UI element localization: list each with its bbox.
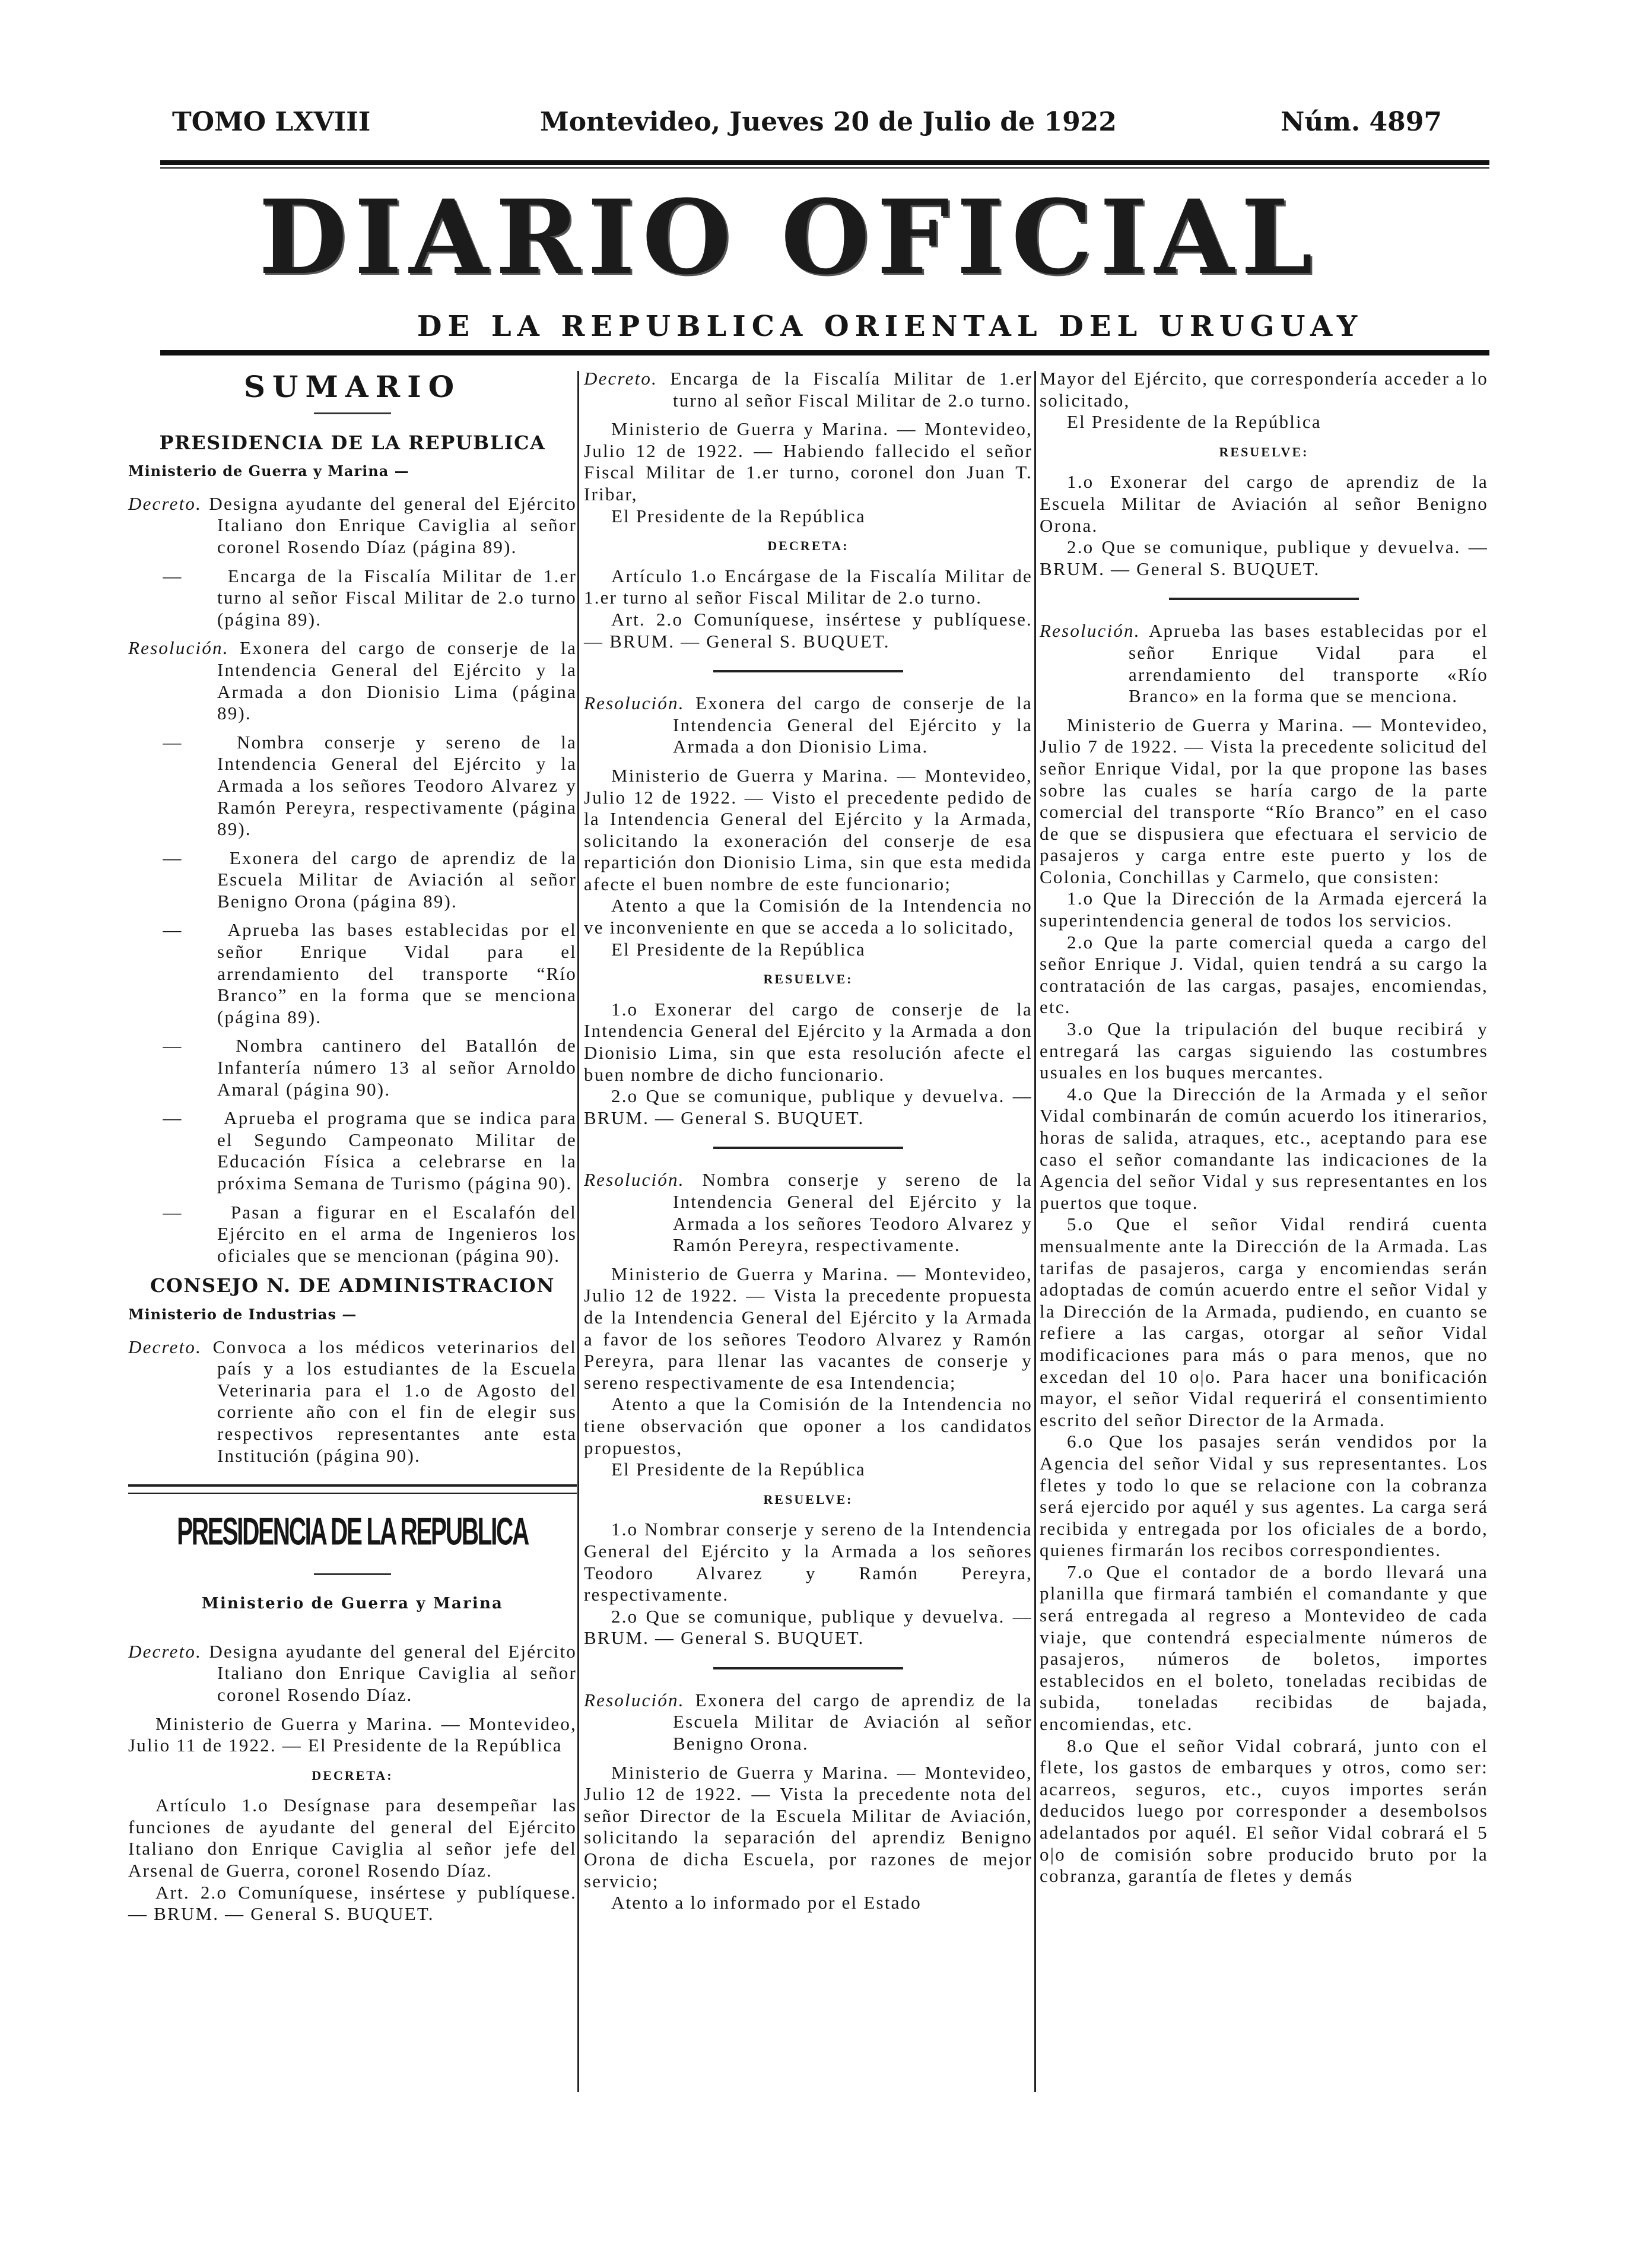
summary-entry (584, 1690, 1032, 1755)
entry-lead: — (163, 731, 183, 753)
column-2 (584, 368, 1032, 1914)
entry-text: Nombra cantinero del Batallón de Infantería número 13 al señor Arnoldo Amaral (página 90). (217, 1035, 577, 1100)
entry-text: Designa ayudante del general del Ejército Italiano don Enrique Caviglia al señor coronel Rosendo Díaz (página 89). (209, 493, 577, 557)
entry-lead: Resolución. (128, 637, 229, 659)
entry-lead: — (163, 565, 183, 586)
masthead-rule-top-thin (160, 167, 1489, 169)
paragraph: Ministerio de Guerra y Marina. — Montevideo, Julio 12 de 1922. — Vista la precedente nota del señor Director de la Escuela Militar de Aviación, solicitando la separación del aprendiz Benigno Orona de dicha Escuela, por razones de mejor servicio; (584, 1761, 1032, 1891)
summary-entry (1040, 620, 1488, 707)
column-summary (128, 368, 577, 1925)
paragraph: El Presidente de la República (611, 505, 866, 526)
entry-text: Aprueba las bases establecidas por el señor Enrique Vidal para el arrendamiento del transporte «Río Branco» en la forma que se menciona. (1129, 620, 1488, 707)
issue-number: Núm. 4897 (1281, 107, 1442, 137)
summary-entry (584, 1169, 1032, 1256)
entry-text: Encarga de la Fiscalía Militar de 1.er turno al señor Fiscal Militar de 2.o turno (página 89). (217, 565, 577, 630)
divider (1169, 598, 1359, 600)
entry-lead: Decreto. (128, 493, 202, 514)
paragraph: 1.o Nombrar conserje y sereno de la Intendencia General del Ejército y la Armada a los señores Teodoro Alvarez y Ramón Pereyra, respectivamente. (584, 1519, 1032, 1605)
paragraph: 3.o Que la tripulación del buque recibirá y entregará las cargas siguiendo las costumbres usuales en los buques mercantes. (1040, 1018, 1488, 1083)
masthead-rule-bottom (160, 350, 1489, 355)
paragraph: Ministerio de Guerra y Marina. — Montevideo, Julio 12 de 1922. — Visto el precedente pedido de la Intendencia General del Ejército y la Armada, solicitando la exoneración del conserje de esa repartición don Dionisio Lima, sin que esta medida afecte el buen nombre de este funcionario; (584, 764, 1032, 894)
section-banner (177, 1510, 528, 1554)
entry-lead: Resolución. (584, 693, 685, 714)
entry-lead: — (163, 847, 183, 868)
paragraph: Atento a que la Comisión de la Intendencia no ve inconveniente en que se acceda a lo solicitado, (584, 895, 1032, 938)
section-heading: CONSEJO N. DE ADMINISTRACION (150, 1274, 555, 1297)
paragraph: 6.o Que los pasajes serán vendidos por la Agencia del señor Vidal y sus representantes. Los fletes y todo lo que se relacione con la cobranza será ejercido por aquél y sus agentes. La carga será recibida y entregada por los oficiales de a bordo, quienes firmarán los recibos correspondientes. (1040, 1431, 1488, 1561)
volume-label: TOMO LXVIII (172, 107, 371, 137)
entry-lead: Decreto. (584, 368, 658, 389)
dateline: Montevideo, Jueves 20 de Julio de 1922 (540, 107, 1117, 137)
divider (314, 412, 391, 414)
paragraph: Mayor del Ejército, que correspondería acceder a lo solicitado, (1040, 368, 1488, 411)
paragraph: Atento a lo informado por el Estado (611, 1892, 922, 1913)
entry-lead: Resolución. (1040, 620, 1140, 642)
double-divider (128, 1484, 577, 1494)
paragraph: Atento a que la Comisión de la Intendencia no tiene observación que oponer a los candidatos propuestos, (584, 1394, 1032, 1458)
entry-lead: — (163, 919, 183, 941)
decree-label: RESUELVE: (1219, 444, 1309, 459)
newspaper-title (148, 178, 1430, 297)
summary-entry (128, 566, 577, 631)
entry-text: Exonera del cargo de aprendiz de la Escuela Militar de Aviación al señor Benigno Orona (página 89). (217, 847, 577, 912)
masthead-rule-top (160, 160, 1489, 165)
section-banner-text: PRESIDENCIA DE LA REPUBLICA (177, 1510, 528, 1554)
entry-text: Designa ayudante del general del Ejército Italiano don Enrique Caviglia al señor coronel Rosendo Díaz. (209, 1640, 577, 1705)
decree-label: DECRETA: (767, 538, 849, 554)
summary-entry (128, 1035, 577, 1100)
column-divider (577, 371, 579, 2092)
section-heading: SUMARIO (243, 369, 462, 404)
entry-text: Exonera del cargo de conserje de la Intendencia General del Ejército y la Armada a don Dionisio Lima (página 89). (217, 637, 577, 724)
paragraph: Artículo 1.o Desígnase para desempeñar las funciones de ayudante del general del Ejército Italiano don Enrique Caviglia al señor jefe del Arsenal de Guerra, coronel Rosendo Díaz. (128, 1795, 577, 1881)
paragraph: 5.o Que el señor Vidal rendirá cuenta mensualmente ante la Dirección de la Armada. Las tarifas de pasajeros, carga y encomiendas serán adoptadas de común acuerdo entre el señor Vidal y la Dirección de la Armada, pudiendo, en cuanto se refiere a las cargas, otorgar al señor Vidal modificaciones para más o para menos, que no excedan del 10 o|o. Para hacer una bonificación mayor, el señor Vidal requerirá el consentimiento escrito del señor Director de la Armada. (1040, 1214, 1488, 1430)
summary-entry (128, 732, 577, 840)
summary-entry (128, 1641, 577, 1706)
entry-lead: — (163, 1035, 183, 1056)
paragraph: Art. 2.o Comuníquese, insértese y publíquese. — BRUM. — General S. BUQUET. (584, 608, 1032, 652)
paragraph: 2.o Que se comunique, publique y devuelva. — BRUM. — General S. BUQUET. (584, 1605, 1032, 1649)
entry-text: Aprueba las bases establecidas por el señor Enrique Vidal para el arrendamiento del transporte “Río Branco” en la forma que se menciona (página 89). (217, 919, 577, 1027)
summary-entry (584, 693, 1032, 758)
entry-text: Nombra conserje y sereno de la Intendencia General del Ejército y la Armada a los señores Teodoro Alvarez y Ramón Pereyra, respectivamente (página 89). (217, 731, 577, 840)
divider (713, 1667, 903, 1669)
decree-label: DECRETA: (312, 1767, 393, 1783)
entry-lead: — (163, 1201, 183, 1223)
entry-text: Pasan a figurar en el Escalafón del Ejército en el arma de Ingenieros los oficiales que se mencionan (página 90). (217, 1201, 577, 1266)
paragraph: 2.o Que la parte comercial queda a cargo del señor Enrique J. Vidal, quien tendrá a su cargo la contratación de las cargas, pasajes, encomiendas, etc. (1040, 931, 1488, 1018)
paragraph: 7.o Que el contador de a bordo llevará una planilla que firmará también el comandante y que será entregada al regreso a Montevideo de cada viaje, que contendrá especialmente números de pasajeros, números de boletos, importes establecidos en el boleto, toneladas recibidas de subida, toneladas recibidas de bajada, encomiendas, etc. (1040, 1561, 1488, 1735)
divider (713, 1147, 903, 1149)
summary-entry (584, 368, 1032, 411)
entry-lead: Decreto. (128, 1640, 202, 1662)
paragraph: Ministerio de Guerra y Marina. — Montevideo, Julio 12 de 1922. — Vista la precedente propuesta de la Intendencia General del Ejército y la Armada a favor de los señores Teodoro Alvarez y Ramón Pereyra, para llenar las vacantes de conserje y sereno respectivamente de esa Intendencia; (584, 1263, 1032, 1393)
divider (314, 1573, 391, 1575)
entry-text: Exonera del cargo de aprendiz de la Escuela Militar de Aviación al señor Benigno Orona. (673, 1689, 1032, 1754)
title-text: DIARIO OFICIAL (258, 177, 1320, 297)
summary-entry (128, 1202, 577, 1267)
summary-entry (128, 919, 577, 1028)
section-heading: PRESIDENCIA DE LA REPUBLICA (159, 431, 546, 454)
paragraph: 1.o Exonerar del cargo de aprendiz de la Escuela Militar de Aviación al señor Benigno Orona. (1040, 471, 1488, 536)
paragraph: 1.o Exonerar del cargo de conserje de la Intendencia General del Ejército y la Armada a don Dionisio Lima, sin que esta resolución afecte el buen nombre de dicho funcionario. (584, 998, 1032, 1085)
paragraph: Ministerio de Guerra y Marina. — Montevideo, Julio 12 de 1922. — Habiendo fallecido el señor Fiscal Militar de 1.er turno, coronel don Juan T. Iribar, (584, 418, 1032, 504)
column-3 (1040, 368, 1488, 1887)
ministry-label: Ministerio de Guerra y Marina — (128, 462, 409, 480)
paragraph: 4.o Que la Dirección de la Armada y el señor Vidal combinarán de común acuerdo los itinerarios, horas de salida, atraques, etc., aceptando para ese caso el señor comandante las indicaciones de la Agencia del señor Vidal y sus representantes en los puertos que toque. (1040, 1083, 1488, 1213)
entry-lead: Resolución. (584, 1689, 685, 1710)
masthead-info (172, 107, 1442, 142)
entry-text: Nombra conserje y sereno de la Intendencia General del Ejército y la Armada a los señores Teodoro Alvarez y Ramón Pereyra, respectivamente. (673, 1169, 1032, 1256)
newspaper-subtitle: DE LA REPUBLICA ORIENTAL DEL URUGUAY (417, 310, 1364, 343)
ministry-label: Ministerio de Industrias — (128, 1305, 357, 1323)
paragraph: Ministerio de Guerra y Marina. — Montevideo, Julio 7 de 1922. — Vista la precedente solicitud del señor Enrique Vidal, por la que propone las bases sobre las cuales se haría cargo de la parte comercial del transporte “Río Branco” en el caso de que se dispusiera que efectuara el servicio de pasajeros y carga entre este puerto y los de Colonia, Conchillas y Carmelo, que consisten: (1040, 714, 1488, 887)
summary-entry (128, 637, 577, 724)
entry-lead: Decreto. (128, 1336, 202, 1357)
paragraph: Art. 2.o Comuníquese, insértese y publíquese. — BRUM. — General S. BUQUET. (128, 1881, 577, 1925)
paragraph: Artículo 1.o Encárgase de la Fiscalía Militar de 1.er turno al señor Fiscal Militar de 2.o turno. (584, 565, 1032, 608)
entry-text: Convoca a los médicos veterinarios del país y a los estudiantes de la Escuela Veterinaria para el 1.o de Agosto del corriente año con el fin de elegir sus respectivos representantes ante esta Institución (página 90). (212, 1336, 577, 1466)
entry-text: Aprueba el programa que se indica para el Segundo Campeonato Militar de Educación Física a celebrarse en la próxima Semana de Turismo (página 90). (217, 1107, 577, 1193)
column-divider (1034, 371, 1036, 2092)
entry-text: Exonera del cargo de conserje de la Intendencia General del Ejército y la Armada a don Dionisio Lima. (673, 693, 1032, 757)
summary-entry (128, 847, 577, 913)
entry-lead: — (163, 1107, 183, 1129)
paragraph: 8.o Que el señor Vidal cobrará, junto con el flete, los gastos de embarques y otros, como ser: acarreos, seguros, etc., cuyos importes serán deducidos luego por corresponder a desembolsos adelantados por aquél. El señor Vidal cobrará el 5 o|o de comisión sobre producido bruto por la cobranza, garantía de fletes y demás (1040, 1735, 1488, 1887)
summary-entry (128, 493, 577, 558)
decree-label: RESUELVE: (763, 972, 853, 987)
paragraph: El Presidente de la República (1067, 411, 1321, 433)
entry-text: Encarga de la Fiscalía Militar de 1.er turno al señor Fiscal Militar de 2.o turno. (670, 368, 1032, 411)
ministry-heading: Ministerio de Guerra y Marina (201, 1595, 504, 1613)
divider (713, 670, 903, 672)
paragraph: El Presidente de la República (611, 1459, 866, 1480)
summary-entry (128, 1337, 577, 1467)
entry-lead: Resolución. (584, 1169, 685, 1191)
paragraph: 2.o Que se comunique, publique y devuelva. — BRUM. — General S. BUQUET. (1040, 537, 1488, 579)
paragraph: El Presidente de la República (611, 938, 866, 960)
decree-label: RESUELVE: (763, 1491, 853, 1507)
paragraph: Ministerio de Guerra y Marina. — Montevideo, Julio 11 de 1922. — El Presidente de la República (128, 1713, 577, 1756)
paragraph: 1.o Que la Dirección de la Armada ejercerá la superintendencia general de todos los servicios. (1040, 888, 1488, 931)
paragraph: 2.o Que se comunique, publique y devuelva. — BRUM. — General S. BUQUET. (584, 1085, 1032, 1128)
summary-entry (128, 1107, 577, 1194)
